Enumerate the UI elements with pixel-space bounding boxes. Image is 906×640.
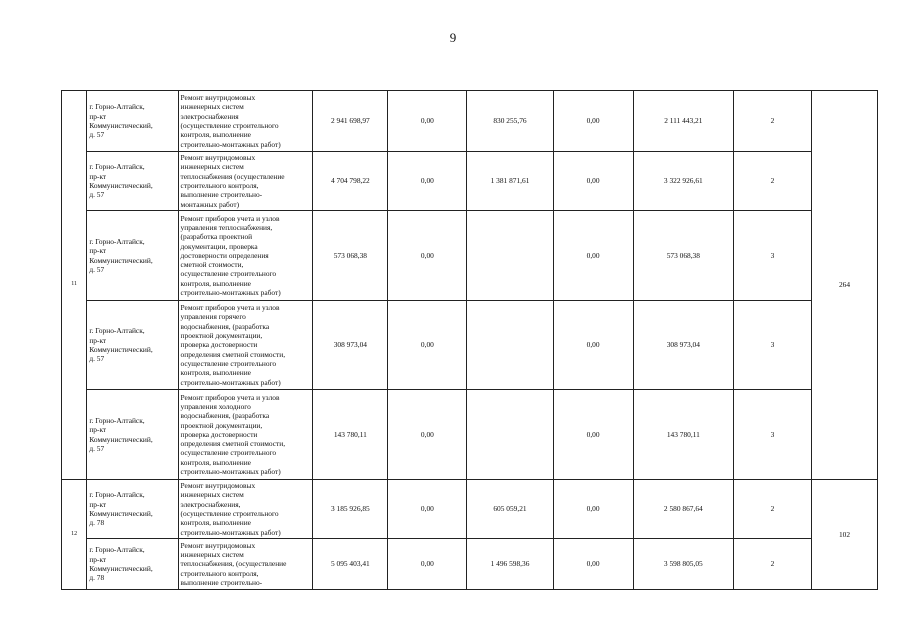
work-description-line: строительно-монтажных работ) — [180, 288, 281, 298]
repair-register-table — [61, 90, 878, 590]
owners-funds-cell: 143 780,11 — [633, 390, 733, 480]
address-line: пр-кт — [89, 499, 107, 509]
fund-support-cell: 0,00 — [388, 152, 467, 211]
work-description-line: определения сметной стоимости, — [180, 349, 286, 359]
work-description-line: контроля, выполнение — [180, 368, 251, 378]
address-line: г. Горно-Алтайск, — [89, 326, 145, 336]
address-line: Коммунистический, — [89, 564, 153, 573]
fund-support-cell: 0,00 — [388, 301, 467, 390]
work-description-line: контроля, выполнение — [180, 457, 251, 467]
work-description-cell — [178, 390, 313, 480]
table-row — [62, 91, 878, 152]
work-type-count-cell: 2 — [734, 91, 812, 152]
fund-support-cell: 0,00 — [388, 91, 467, 152]
work-description-line: сметной стоимости, — [180, 260, 244, 270]
address-line: пр-кт — [89, 171, 107, 181]
total-cost-cell: 5 095 403,41 — [313, 539, 388, 590]
local-budget-cell: 0,00 — [553, 301, 633, 390]
work-type-count-cell: 3 — [734, 211, 812, 301]
work-description-cell — [178, 211, 313, 301]
address-cell — [87, 152, 178, 211]
regional-budget-cell — [467, 390, 553, 480]
work-description-line: инженерных систем — [180, 550, 244, 560]
total-cost-cell: 4 704 798,22 — [313, 152, 388, 211]
fund-support-cell: 0,00 — [388, 390, 467, 480]
work-description-line: контроля, выполнение — [180, 518, 251, 528]
fund-support-cell: 0,00 — [388, 480, 467, 539]
table-row — [62, 480, 878, 539]
total-cost-cell: 308 973,04 — [313, 301, 388, 390]
local-budget-cell: 0,00 — [553, 480, 633, 539]
address-cell — [87, 91, 178, 152]
address-line: г. Горно-Алтайск, — [89, 545, 145, 555]
work-description-line: строительного контроля, — [180, 181, 259, 190]
work-description-cell — [178, 539, 313, 590]
work-description-line: теплоснабжения (осуществление — [180, 171, 285, 181]
address-line: д. 57 — [89, 264, 105, 274]
owners-funds-cell: 2 111 443,21 — [633, 91, 733, 152]
work-type-count-cell: 3 — [734, 390, 812, 480]
total-cost-cell: 143 780,11 — [313, 390, 388, 480]
regional-budget-cell: 1 496 598,36 — [467, 539, 553, 590]
work-description-line: управления холодного — [180, 401, 251, 411]
work-description-line: определения сметной стоимости, — [180, 439, 286, 449]
work-type-count-cell: 2 — [734, 480, 812, 539]
regional-budget-cell: 605 059,21 — [467, 480, 553, 539]
work-type-count-cell: 3 — [734, 301, 812, 390]
item-number: 12 — [62, 480, 87, 590]
work-description-line: выполнение строительно- — [180, 577, 263, 587]
work-description-line: проектной документации, — [180, 420, 263, 430]
address-cell — [87, 480, 178, 539]
work-description-line: Ремонт приборов учета и узлов — [180, 392, 280, 402]
regional-budget-cell: 830 255,76 — [467, 91, 553, 152]
address-line: д. 57 — [89, 190, 105, 200]
work-description-line: контроля, выполнение — [180, 278, 251, 288]
work-description-line: строительного контроля, — [180, 568, 259, 578]
work-description-line: Ремонт внутридомовых — [180, 153, 256, 163]
work-description-line: инженерных систем — [180, 490, 244, 500]
work-type-count-cell: 2 — [734, 539, 812, 590]
work-description-line: водоснабжения, (разработка — [180, 411, 270, 421]
group-total-cell: 264 — [812, 91, 878, 480]
address-cell — [87, 539, 178, 590]
total-cost-cell: 3 185 926,85 — [313, 480, 388, 539]
table-row — [62, 539, 878, 590]
work-description-line: осуществление строительного — [180, 448, 277, 458]
owners-funds-cell: 3 598 805,05 — [633, 539, 733, 590]
total-cost-cell: 573 068,38 — [313, 211, 388, 301]
local-budget-cell: 0,00 — [553, 152, 633, 211]
work-description-line: документации, проверка — [180, 241, 258, 251]
work-description-line: проверка достоверности — [180, 340, 258, 350]
regional-budget-cell: 1 381 871,61 — [467, 152, 553, 211]
work-description-cell — [178, 152, 313, 211]
address-cell — [87, 211, 178, 301]
work-description-line: контроля, выполнение — [180, 130, 251, 140]
page-number: 9 — [449, 30, 457, 45]
work-description-line: (осуществление строительного — [180, 121, 279, 130]
work-description-line: монтажных работ) — [180, 199, 240, 209]
work-description-line: Ремонт приборов учета и узлов — [180, 213, 280, 223]
address-line: пр-кт — [89, 246, 107, 256]
owners-funds-cell: 308 973,04 — [633, 301, 733, 390]
work-description-line: Ремонт внутридомовых — [180, 540, 256, 550]
owners-funds-cell: 573 068,38 — [633, 211, 733, 301]
work-description-line: строительно-монтажных работ) — [180, 139, 281, 149]
address-line: Коммунистический, — [89, 181, 153, 190]
work-description-line: строительно-монтажных работ) — [180, 377, 281, 387]
address-line: Коммунистический, — [89, 121, 153, 130]
work-description-line: Ремонт приборов учета и узлов — [180, 303, 280, 313]
address-line: д. 57 — [89, 130, 105, 140]
address-line: пр-кт — [89, 111, 107, 121]
address-cell — [87, 390, 178, 480]
work-description-line: электроснабжения — [180, 111, 239, 121]
work-description-line: теплоснабжения, (осуществление — [180, 559, 287, 569]
work-description-line: (осуществление строительного — [180, 509, 279, 518]
local-budget-cell: 0,00 — [553, 91, 633, 152]
address-line: г. Горно-Алтайск, — [89, 162, 145, 172]
work-description-line: (разработка проектной — [180, 232, 253, 242]
fund-support-cell: 0,00 — [388, 539, 467, 590]
address-line: г. Горно-Алтайск, — [89, 490, 145, 500]
item-number: 11 — [62, 91, 87, 480]
work-type-count-cell: 2 — [734, 152, 812, 211]
work-description-line: выполнение строительно- — [180, 190, 263, 200]
address-cell — [87, 301, 178, 390]
address-line: пр-кт — [89, 425, 107, 435]
total-cost-cell: 2 941 698,97 — [313, 91, 388, 152]
work-description-line: проектной документации, — [180, 331, 263, 341]
work-description-cell — [178, 480, 313, 539]
address-line: д. 78 — [89, 573, 105, 583]
work-description-line: водоснабжения, (разработка — [180, 321, 270, 331]
owners-funds-cell: 3 322 926,61 — [633, 152, 733, 211]
work-description-line: достоверности определения — [180, 250, 269, 260]
work-description-line: электроснабжения, — [180, 499, 241, 509]
address-line: пр-кт — [89, 554, 107, 564]
table-row — [62, 211, 878, 301]
local-budget-cell: 0,00 — [553, 390, 633, 480]
work-description-line: строительно-монтажных работ) — [180, 467, 281, 477]
address-line: д. 57 — [89, 443, 105, 453]
regional-budget-cell — [467, 211, 553, 301]
work-description-line: управления теплоснабжения, — [180, 222, 273, 232]
address-line: г. Горно-Алтайск, — [89, 102, 145, 112]
address-line: д. 78 — [89, 518, 105, 528]
address-line: г. Горно-Алтайск, — [89, 415, 145, 425]
fund-support-cell: 0,00 — [388, 211, 467, 301]
address-line: г. Горно-Алтайск, — [89, 236, 145, 246]
local-budget-cell: 0,00 — [553, 539, 633, 590]
address-line: Коммунистический, — [89, 255, 153, 265]
address-line: д. 57 — [89, 354, 105, 364]
work-description-line: инженерных систем — [180, 162, 244, 172]
local-budget-cell: 0,00 — [553, 211, 633, 301]
address-line: Коммунистический, — [89, 345, 153, 354]
address-line: Коммунистический, — [89, 434, 153, 444]
work-description-line: инженерных систем — [180, 102, 244, 112]
work-description-line: проверка достоверности — [180, 429, 258, 439]
address-line: Коммунистический, — [89, 509, 153, 518]
owners-funds-cell: 2 580 867,64 — [633, 480, 733, 539]
work-description-line: Ремонт внутридомовых — [180, 93, 256, 103]
work-description-line: управления горячего — [180, 312, 246, 322]
table-row — [62, 301, 878, 390]
work-description-cell — [178, 301, 313, 390]
work-description-line: строительно-монтажных работ) — [180, 527, 281, 537]
regional-budget-cell — [467, 301, 553, 390]
work-description-line: осуществление строительного — [180, 269, 277, 279]
work-description-line: осуществление строительного — [180, 358, 277, 368]
work-description-line: Ремонт внутридомовых — [180, 481, 256, 491]
work-description-cell — [178, 91, 313, 152]
group-total-cell: 102 — [812, 480, 878, 590]
table-row — [62, 390, 878, 480]
address-line: пр-кт — [89, 335, 107, 345]
table-body — [62, 91, 878, 590]
table-row — [62, 152, 878, 211]
